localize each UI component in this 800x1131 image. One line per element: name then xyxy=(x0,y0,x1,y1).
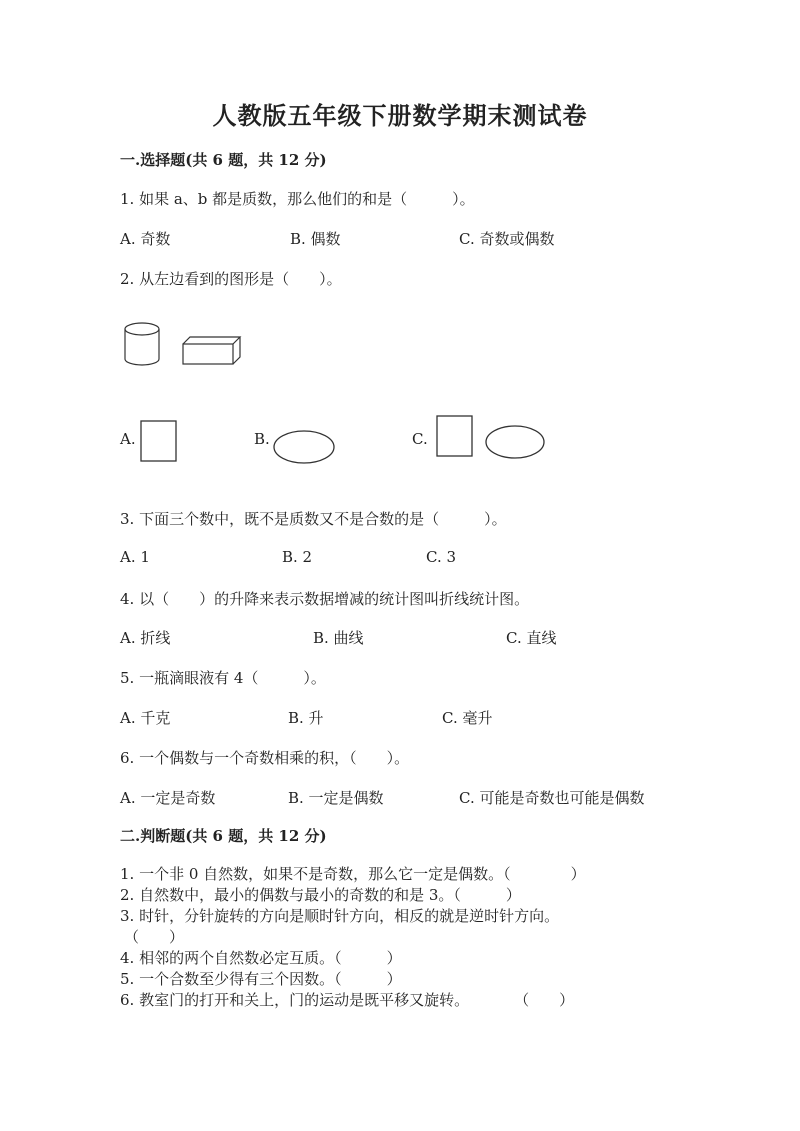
q2-option-c[interactable]: C. xyxy=(412,430,428,448)
section-heading-judgment: 二.判断题(共 6 题，共 12 分) xyxy=(120,827,327,845)
cylinder-and-cuboid-figure xyxy=(120,318,250,370)
q2-option-b[interactable]: B. xyxy=(254,430,270,448)
q2-option-b-ellipse xyxy=(272,430,336,466)
q3-option-c[interactable]: C. 3 xyxy=(426,548,457,566)
q6-option-c[interactable]: C. 可能是奇数也可能是偶数 xyxy=(459,789,645,807)
q5-option-c[interactable]: C. 毫升 xyxy=(442,709,493,727)
q1-option-b[interactable]: B. 偶数 xyxy=(290,230,341,248)
judgment-item-1: 1. 一个非 0 自然数，如果不是奇数，那么它一定是偶数。（ ） xyxy=(120,865,586,883)
q4-option-c[interactable]: C. 直线 xyxy=(506,629,557,647)
q2-option-a-rectangle xyxy=(140,420,178,464)
q3-option-b[interactable]: B. 2 xyxy=(282,548,313,566)
q6-option-a[interactable]: A. 一定是奇数 xyxy=(120,789,216,807)
q5-option-a[interactable]: A. 千克 xyxy=(120,709,171,727)
judgment-item-6: 6. 教室门的打开和关上，门的运动是既平移又旋转。 （ ） xyxy=(120,991,575,1009)
question-4: 4. 以（ ）的升降来表示数据增减的统计图叫折线统计图。 xyxy=(120,590,530,608)
judgment-item-4: 4. 相邻的两个自然数必定互质。（ ） xyxy=(120,949,402,967)
judgment-item-3-answer: （ ） xyxy=(124,928,185,946)
q5-option-b[interactable]: B. 升 xyxy=(288,709,324,727)
judgment-item-2: 2. 自然数中，最小的偶数与最小的奇数的和是 3。（ ） xyxy=(120,886,521,904)
section-heading-choice: 一.选择题(共 6 题，共 12 分) xyxy=(120,151,327,169)
question-1: 1. 如果 a、b 都是质数，那么他们的和是（ ）。 xyxy=(120,190,475,208)
question-3: 3. 下面三个数中，既不是质数又不是合数的是（ ）。 xyxy=(120,510,507,528)
q2-option-a[interactable]: A. xyxy=(120,430,136,448)
q1-option-a[interactable]: A. 奇数 xyxy=(120,230,171,248)
question-2: 2. 从左边看到的图形是（ ）。 xyxy=(120,270,342,288)
question-6: 6. 一个偶数与一个奇数相乘的积，（ ）。 xyxy=(120,749,410,767)
q2-option-c-rectangle xyxy=(436,415,474,459)
judgment-item-5: 5. 一个合数至少得有三个因数。（ ） xyxy=(120,970,402,988)
judgment-item-3: 3. 时针，分针旋转的方向是顺时针方向，相反的就是逆时针方向。 xyxy=(120,907,560,925)
q1-option-c[interactable]: C. 奇数或偶数 xyxy=(459,230,555,248)
question-5: 5. 一瓶滴眼液有 4（ ）。 xyxy=(120,669,326,687)
q2-option-c-ellipse xyxy=(484,425,548,461)
q3-option-a[interactable]: A. 1 xyxy=(120,548,150,566)
q4-option-a[interactable]: A. 折线 xyxy=(120,629,171,647)
q6-option-b[interactable]: B. 一定是偶数 xyxy=(288,789,384,807)
page-title: 人教版五年级下册数学期末测试卷 xyxy=(212,101,588,130)
q4-option-b[interactable]: B. 曲线 xyxy=(313,629,364,647)
